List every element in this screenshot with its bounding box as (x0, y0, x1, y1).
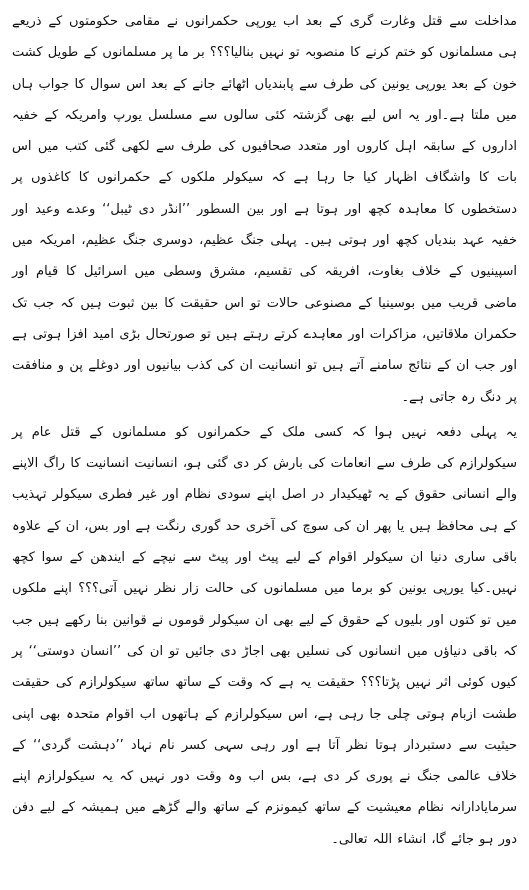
article-paragraph-2: یہ پہلی دفعہ نہیں ہوا کہ کسی ملک کے حکمرانوں کو مسلمانوں کے قتل عام پر سیکولرازم کی طرف سے انعامات کی بارش کر دی گئی ہو، انسانیت انسانیت کا راگ الاپنے والے انسانی حقوق کے یہ ٹھیکیدار در اصل اپنے سودی نظام اور غیر فطری سیکولر تہذیب کے ہی محافظ ہیں یا پھر ان کی سوچ کی آخری حد گوری رنگت ہے اور بس، ان کے علاوہ باقی ساری دنیا ان سیکولر اقوام کے لیے پیٹ اور پیٹ سے نیچے کے ایندھن کے سوا کچھ نہیں۔کیا یورپی یونین کو برما میں مسلمانوں کی حالت زار نظر نہیں آتی؟؟؟ اپنے ملکوں میں تو کتوں اور بلیوں کے حقوق کے لیے بھی ان سیکولر قوموں نے قوانین بنا رکھے ہیں جب کہ باقی دنیاؤں میں انسانوں کی نسلیں بھی اجاڑ دی جائیں تو ان کی ’’انسان دوستی‘‘ پر کیوں کوئی اثر نہیں پڑتا؟؟؟ حقیقت یہ ہے کہ وقت کے ساتھ ساتھ سیکولرازم کی حقیقت طشت ازبام ہوتی چلی جا رہی ہے، اس سیکولرازم کے ہاتھوں اب اقوام متحدہ بھی اپنی حیثیت سے دستبردار ہوتا نظر آتا ہے اور رہی سہی کسر نام نہاد ’’دہشت گردی‘‘ کے خلاف عالمی جنگ نے پوری کر دی ہے، بس اب وہ وقت دور نہیں کہ یہ سیکولرازم اپنے سرمایادارانہ نظام معیشیت کے ساتھ کیمونزم کے ساتھ والے گڑھے میں ہمیشہ کے لیے دفن دور ہو جائے گا، انشاء اللہ تعالی۔ (12, 424, 517, 847)
article-paragraph-1: مداخلت سے قتل وغارت گری کے بعد اب یورپی حکمرانوں نے مقامی حکومتوں کے ذریعے ہی مسلمانوں کو ختم کرنے کا منصوبہ تو نہیں بنالیا؟؟؟ بر ما پر مسلمانوں کے طویل کشت خون کے بعد یورپی یونین کی طرف سے پابندیاں اٹھائے جانے کے بعد اس سوال کا جواب ہاں میں ملتا ہے۔اور یہ اس لیے بھی گزشتہ کئی سالوں سے مسلسل یورپ وامریکہ کے خفیہ اداروں کے سابقہ اہل کاروں اور متعدد صحافیوں کی طرف سے لکھی گئی کتب میں اس بات کا واشگاف اظہار کیا جا رہا ہے کہ سیکولر ملکوں کے حکمرانوں کا کاغذوں پر دستخطوں کا معاہدہ کچھ اور ہوتا ہے اور بین السطور ’’انڈر دی ٹیبل‘‘ وعدے وعید اور خفیہ عہد بندیاں کچھ اور ہوتی ہیں۔ پہلی جنگ عظیم، دوسری جنگ عظیم، امریکہ میں اسپینیوں کے خلاف بغاوت، افریقہ کی تقسیم، مشرق وسطی میں اسرائیل کا قیام اور ماضی قریب میں بوسینیا کے مصنوعی حالات تو اس حقیقت کا بین ثبوت ہیں کہ جب تک حکمران ملاقاتیں، مزاکرات اور معاہدے کرتے رہتے ہیں تو صورتحال بڑی امید افزا ہوتی ہے اور جب ان کے نتائج سامنے آتے ہیں تو انسانیت ان کی کذب بیانیوں اور دوغلے پن و منافقت پر دنگ رہ جاتی ہے۔ (12, 14, 517, 405)
